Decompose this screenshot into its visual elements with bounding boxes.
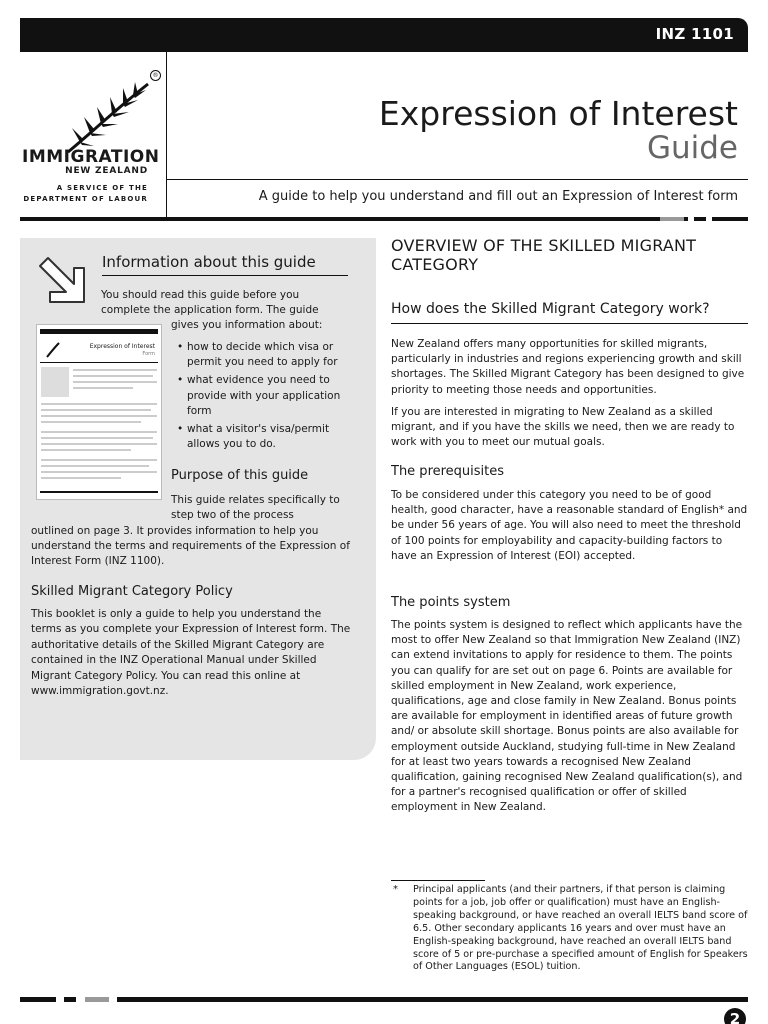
how-heading: How does the Skilled Migrant Category work?	[391, 301, 710, 317]
thumbnail-line	[73, 381, 157, 383]
footer-rule	[117, 997, 748, 1002]
footer-rule-accent	[85, 997, 109, 1002]
rule-accent	[660, 217, 684, 221]
logo-service-of: A SERVICE OF THE	[56, 184, 148, 192]
logo-immigration: IMMIGRATION	[22, 147, 160, 167]
page-tagline: A guide to help you understand and fill out an Expression of Interest form	[258, 189, 738, 204]
thumbnail-title: Expression of Interest	[89, 343, 155, 350]
thumbnail-rule	[40, 362, 158, 363]
info-heading: Information about this guide	[102, 253, 316, 271]
info-bullet-list	[176, 340, 356, 455]
footer-rule-segment	[64, 997, 76, 1002]
thumbnail-line	[73, 375, 153, 377]
page-title: Expression of Interest	[378, 94, 738, 133]
thumbnail-line	[41, 471, 157, 473]
footer-rule-segment	[20, 997, 56, 1002]
rule-gap	[688, 217, 694, 221]
registered-mark: ®	[150, 70, 161, 81]
points-heading: The points system	[391, 595, 511, 610]
thumbnail-bar	[40, 329, 158, 334]
thumbnail-line	[41, 415, 157, 417]
thumbnail-box	[41, 367, 69, 397]
page-number: 2	[724, 1008, 746, 1024]
logo-department: DEPARTMENT OF LABOUR	[23, 195, 148, 203]
info-read-text: You should read this guide before you complete the application form. The guide	[101, 289, 319, 316]
points-text: The points system is designed to reflect which applicants have the most to offer New Zealand so that Immigration New Zealand (INZ) can extend invitations to apply for residence to them. The points you can qualify for are set out on page 6. Points are available for skilled employment in New Zealand, work experience, qualifications, age and close family in New Zealand. Bonus points are available for employment in identified areas of future growth and/ or absolute skill shortage. Bonus points are also available for employment outside Auckland, studying full-time in New Zealand for at least two years towards a recognised New Zealand qualification, gaining recognised New Zealand qualification(s), and for a partner's recognised qualification or offer of skilled employment in New Zealand.	[391, 619, 743, 814]
header-divider-horizontal	[166, 179, 748, 180]
thumbnail-subtitle: Form	[142, 351, 155, 357]
thumbnail-line	[41, 431, 157, 433]
fern-logo-icon	[60, 76, 160, 156]
purpose-heading: Purpose of this guide	[171, 468, 309, 483]
header-divider-vertical	[166, 52, 167, 218]
arrow-down-right-icon	[34, 252, 96, 314]
overview-heading: OVERVIEW OF THE SKILLED MIGRANT CATEGORY	[391, 236, 697, 274]
thumbnail-line	[73, 369, 157, 371]
policy-text: This booklet is only a guide to help you understand the terms as you complete your Expression of Interest form. The authoritative details of the Skilled Migrant Category are contained in the INZ Operational Manual under Skilled Migrant Category Policy. You can read this online at www.immigration.govt.nz.	[31, 608, 351, 698]
how-heading-rule	[391, 323, 748, 324]
thumbnail-line	[41, 459, 157, 461]
overview-paragraph-2: If you are interested in migrating to New Zealand as a skilled migrant, and if you have the skills we need, then we are ready to work with you to meet our mutual goals.	[391, 406, 735, 449]
thumbnail-line	[41, 403, 157, 405]
list-item: • what evidence you need to provide with your application form	[176, 373, 356, 419]
policy-heading: Skilled Migrant Category Policy	[31, 584, 233, 599]
purpose-text-a: This guide relates specifically to step two of the process	[171, 494, 340, 521]
thumbnail-line	[41, 449, 131, 451]
footnote-rule	[391, 880, 485, 881]
thumbnail-line	[41, 443, 157, 445]
thumbnail-line	[41, 465, 149, 467]
thumbnail-line	[41, 437, 153, 439]
header-bar	[20, 18, 748, 52]
prerequisites-heading: The prerequisites	[391, 464, 505, 479]
thumbnail-line	[73, 387, 133, 389]
thumbnail-line	[41, 421, 141, 423]
rule-gap	[706, 217, 712, 221]
footnote-text: Principal applicants (and their partners, if that person is claiming points for a job, job offer or qualification) must have an English-speaking background, or have reached an overall IELTS band score of 6.5. Other secondary applicants 16 years and over must have an English-speaking background, have reached an overall IELTS band score of 5 or pre-purchase a specified amount of English for Speakers of Other Languages (ESOL) tuition.	[413, 884, 748, 973]
purpose-text-b: outlined on page 3. It provides information to help you understand the terms and requirements of the Expression of Interest Form (INZ 1100).	[31, 525, 350, 567]
header-bottom-rule	[20, 217, 748, 221]
thumbnail-footer-rule	[40, 491, 158, 493]
form-thumbnail	[36, 324, 162, 500]
footnote-mark: *	[393, 884, 398, 895]
info-heading-rule	[102, 275, 348, 276]
thumbnail-line	[41, 409, 151, 411]
overview-paragraph-1: New Zealand offers many opportunities for skilled migrants, particularly in industries and regions experiencing growth and skill shortages. The Skilled Migrant Category has been designed to give priority to meeting those needs and opportunities.	[391, 338, 745, 396]
thumbnail-fern-icon	[45, 341, 61, 359]
form-code: INZ 1101	[655, 25, 734, 43]
list-item: • what a visitor's visa/permit allows you to do.	[176, 422, 356, 452]
thumbnail-line	[41, 477, 121, 479]
page-subtitle: Guide	[646, 130, 738, 166]
logo-new-zealand: NEW ZEALAND	[65, 166, 148, 176]
list-item: • how to decide which visa or permit you need to apply for	[176, 340, 356, 370]
prerequisites-text: To be considered under this category you need to be of good health, good character, have a reasonable standard of English* and be under 56 years of age. You will also need to meet the threshold of 100 points for employability and capacity-building factors to have an Expression of Interest (EOI) accepted.	[391, 489, 748, 562]
info-gives-text: gives you information about:	[171, 319, 323, 331]
